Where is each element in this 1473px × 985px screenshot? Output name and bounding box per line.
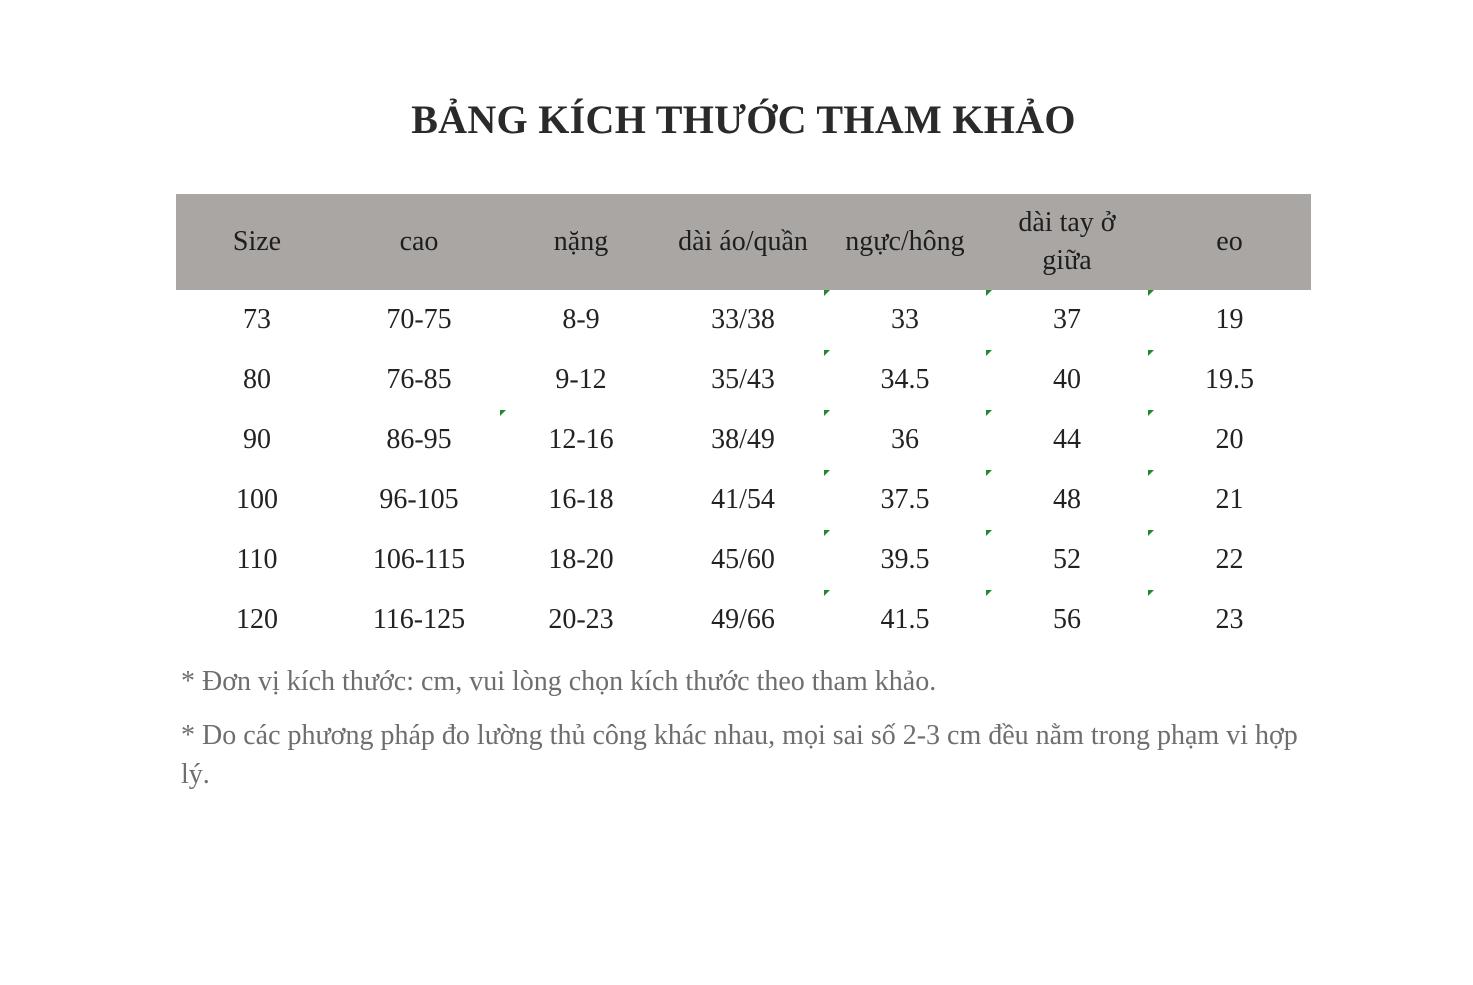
table-cell: 106-115 xyxy=(372,544,466,575)
table-cell: 33/38 xyxy=(711,304,775,335)
header-weight: nặng xyxy=(553,226,609,257)
table-cell: 41/54 xyxy=(711,484,775,515)
table-cell: 52 xyxy=(986,530,1148,590)
table-cell: 23 xyxy=(1148,590,1311,650)
table-cell: 37 xyxy=(986,290,1148,350)
table-row xyxy=(176,470,1311,530)
table-cell: 86-95 xyxy=(386,424,452,455)
table-cell: 35/43 xyxy=(711,364,775,395)
table-cell: 41.5 xyxy=(824,590,986,650)
table-cell: 40 xyxy=(986,350,1148,410)
header-chest-hip: ngực/hông xyxy=(845,226,965,257)
table-cell: 16-18 xyxy=(548,484,614,515)
table-cell: 90 xyxy=(243,424,271,455)
table-cell: 36 xyxy=(824,410,986,470)
table-cell: 116-125 xyxy=(372,604,466,635)
table-cell: 22 xyxy=(1148,530,1311,590)
table-cell: 120 xyxy=(236,604,278,635)
table-cell: 48 xyxy=(986,470,1148,530)
size-chart-table xyxy=(176,194,1311,650)
table-cell: 19 xyxy=(1148,290,1311,350)
table-cell: 70-75 xyxy=(386,304,452,335)
header-sleeve: dài tay ở giữa xyxy=(1018,207,1116,276)
note-unit: * Đơn vị kích thước: cm, vui lòng chọn kích thước theo tham khảo. xyxy=(181,666,937,697)
header-size: Size xyxy=(232,226,282,257)
table-row xyxy=(176,590,1311,650)
table-cell: 19.5 xyxy=(1148,350,1311,410)
table-cell: 80 xyxy=(243,364,271,395)
header-waist: eo xyxy=(1216,226,1243,257)
table-cell: 33 xyxy=(824,290,986,350)
table-cell: 37.5 xyxy=(824,470,986,530)
table-cell: 49/66 xyxy=(711,604,775,635)
table-row xyxy=(176,290,1311,350)
table-cell: 110 xyxy=(236,544,278,575)
table-header-row xyxy=(176,194,1311,290)
table-cell: 18-20 xyxy=(548,544,614,575)
note-tolerance: * Do các phương pháp đo lường thủ công khác nhau, mọi sai số 2-3 cm đều nằm trong phạm vi hợp lý. xyxy=(181,720,1298,790)
table-row xyxy=(176,350,1311,410)
table-cell: 39.5 xyxy=(824,530,986,590)
table-cell: 8-9 xyxy=(562,304,600,335)
header-length: dài áo/quần xyxy=(678,226,808,257)
table-cell: 96-105 xyxy=(379,484,459,515)
table-row xyxy=(176,410,1311,470)
table-cell: 73 xyxy=(243,304,271,335)
table-cell: 38/49 xyxy=(711,424,775,455)
table-cell: 56 xyxy=(986,590,1148,650)
table-cell: 21 xyxy=(1148,470,1311,530)
table-cell: 9-12 xyxy=(555,364,607,395)
table-cell: 45/60 xyxy=(711,544,775,575)
table-row xyxy=(176,530,1311,590)
header-height: cao xyxy=(399,226,439,257)
table-cell: 76-85 xyxy=(386,364,452,395)
table-cell: 20 xyxy=(1148,410,1311,470)
table-cell: 44 xyxy=(986,410,1148,470)
table-cell: 12-16 xyxy=(500,410,662,470)
table-cell: 20-23 xyxy=(548,604,614,635)
page-title: BẢNG KÍCH THƯỚC THAM KHẢO xyxy=(411,97,1076,142)
table-cell: 100 xyxy=(236,484,278,515)
table-cell: 34.5 xyxy=(824,350,986,410)
